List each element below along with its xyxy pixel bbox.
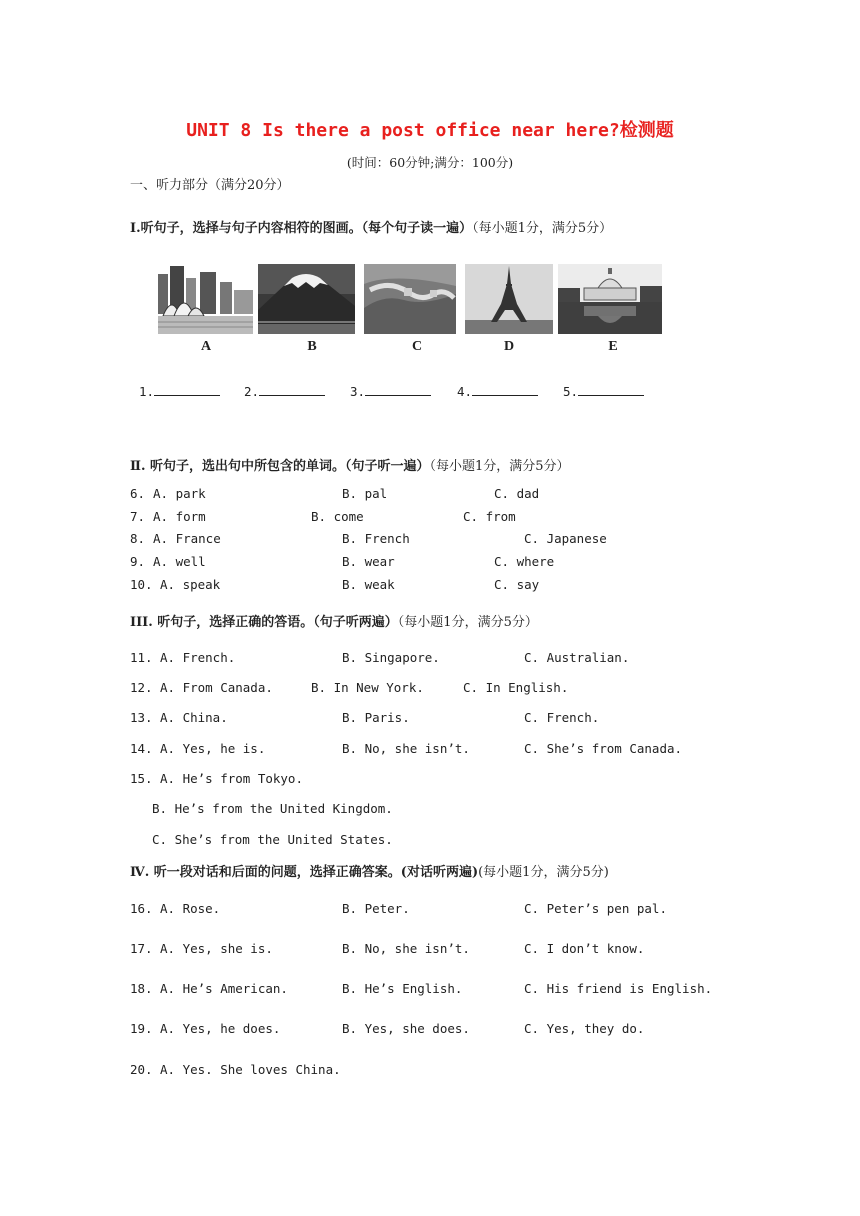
- option-a[interactable]: A. Yes, he is.: [160, 741, 266, 756]
- option-b[interactable]: B. Paris.: [342, 710, 410, 725]
- option-b[interactable]: B. weak: [342, 577, 395, 592]
- picture-label-c: C: [411, 339, 423, 354]
- great-wall-icon: [364, 264, 456, 334]
- option-a[interactable]: A. French.: [160, 650, 236, 665]
- part4-scoring: (每小题1分，满分5分): [478, 865, 609, 880]
- option-a[interactable]: A. Yes, she is.: [160, 941, 273, 956]
- option-c[interactable]: C. She’s from Canada.: [524, 741, 683, 756]
- picture-label-d: D: [503, 339, 515, 354]
- option-c[interactable]: C. His friend is English.: [524, 981, 713, 996]
- answer-blank[interactable]: 2.: [244, 383, 325, 399]
- option-b[interactable]: B. No, she isn’t.: [342, 941, 470, 956]
- option-b[interactable]: B. French: [342, 531, 410, 546]
- picture-label-e: E: [608, 339, 618, 354]
- option-b[interactable]: B. Singapore.: [342, 650, 440, 665]
- option-a[interactable]: A. He’s American.: [160, 981, 288, 996]
- part3-heading: [130, 611, 538, 630]
- part2-scoring: （每小题1分，满分5分）: [429, 459, 570, 474]
- option-a[interactable]: A. form: [153, 509, 206, 524]
- option-c[interactable]: C. I don’t know.: [524, 941, 645, 956]
- part1-heading: [130, 217, 612, 236]
- option-c[interactable]: C. Australian.: [524, 650, 630, 665]
- option-c[interactable]: C. Yes, they do.: [524, 1021, 645, 1036]
- picture-label-a: A: [200, 339, 212, 354]
- part3-scoring: （每小题1分，满分5分）: [397, 615, 538, 630]
- part1-instruction: Ⅰ.听句子，选择与句子内容相符的图画。（每个句子读一遍）: [130, 221, 473, 236]
- answer-blank[interactable]: 5.: [563, 383, 644, 399]
- answer-blank[interactable]: 1.: [139, 383, 220, 399]
- option-b[interactable]: B. pal: [342, 486, 388, 501]
- page-title: UNIT 8 Is there a post office near here?检测题: [186, 120, 674, 141]
- option-a[interactable]: A. China.: [160, 710, 228, 725]
- option-b[interactable]: B. In New York.: [311, 680, 424, 695]
- option-b[interactable]: B. wear: [342, 554, 395, 569]
- part1-scoring: （每小题1分，满分5分）: [472, 221, 613, 236]
- mount-fuji-icon: [258, 264, 355, 334]
- option-c[interactable]: C. She’s from the United States.: [152, 832, 393, 847]
- sydney-opera-house-icon: [158, 264, 253, 334]
- option-a[interactable]: A. Rose.: [160, 901, 221, 916]
- option-a[interactable]: A. well: [153, 554, 206, 569]
- option-a[interactable]: A. park: [153, 486, 206, 501]
- option-c[interactable]: C. say: [494, 577, 540, 592]
- picture-label-b: B: [307, 339, 317, 354]
- option-a[interactable]: A. Yes. She loves China.: [160, 1062, 341, 1077]
- option-b[interactable]: B. Peter.: [342, 901, 410, 916]
- option-a[interactable]: A. Yes, he does.: [160, 1021, 281, 1036]
- option-b[interactable]: B. Yes, she does.: [342, 1021, 470, 1036]
- us-capitol-icon: [558, 264, 662, 334]
- option-b[interactable]: B. come: [311, 509, 364, 524]
- part4-heading: [130, 861, 609, 880]
- part4-instruction: Ⅳ. 听一段对话和后面的问题，选择正确答案。(对话听两遍): [130, 865, 479, 880]
- part3-instruction: III. 听句子，选择正确的答语。（句子听两遍）: [130, 615, 398, 630]
- part2-heading: [130, 455, 570, 474]
- option-b[interactable]: B. He’s from the United Kingdom.: [152, 801, 393, 816]
- option-b[interactable]: B. No, she isn’t.: [342, 741, 470, 756]
- eiffel-tower-icon: [465, 264, 553, 334]
- section-listening-heading: 一、听力部分（满分20分）: [130, 178, 290, 193]
- option-c[interactable]: C. where: [494, 554, 555, 569]
- option-b[interactable]: B. He’s English.: [342, 981, 463, 996]
- option-a[interactable]: A. From Canada.: [160, 680, 273, 695]
- option-a[interactable]: A. He’s from Tokyo.: [160, 771, 303, 786]
- option-c[interactable]: C. Peter’s pen pal.: [524, 901, 667, 916]
- option-c[interactable]: C. from: [463, 509, 516, 524]
- option-c[interactable]: C. In English.: [463, 680, 569, 695]
- option-c[interactable]: C. Japanese: [524, 531, 607, 546]
- option-a[interactable]: A. France: [153, 531, 221, 546]
- exam-info: (时间：60分钟;满分：100分): [346, 155, 514, 170]
- worksheet-page: UNIT 8 Is there a post office near here?检测题 (时间：60分钟;满分：100分) 一、听力部分（满分20分） Ⅰ.听句子，选择与句子内容相符的图画。（每个句子读一遍）（每小题1分，满分5分） A B C D E 1. 2. 3. 4. 5. Ⅱ. 听句子，选出句中所包含的单词。（句子听一遍）（每小题1分，满分5分） 6. A. park B. pal C. dad 7. A. form B. come C. from 8. A. France B. French C. Japanese 9. A. well B. wear C. where 10. A. speak B. weak C. say III. 听句子，选择正确的答语。（句子听两遍）（每小题1分，满分5分） 11. A. French. B. Singapore. C. Australian. 12. A. From Canada. B. In New York. C. In English. 13. A. China. B. Paris. C. French. 14. A. Yes, he is. B. No, she isn’t. C. She’s from Canada. 15. A. He’s from Tokyo. B. He’s from the United Kingdom. C. She’s from the United States. Ⅳ. 听一段对话和后面的问题，选择正确答案。(对话听两遍)(每小题1分，满分5分) 16. A. Rose. B. Peter. C. Peter’s pen pal. 17. A. Yes, she is. B. No, she isn’t. C. I don’t know. 18. A. He’s American. B. He’s English. C. His friend is English. 19. A. Yes, he does. B. Yes, she does. C. Yes, they do. 20. A. Yes. She loves China.: [0, 0, 860, 1216]
- answer-blank[interactable]: 4.: [457, 383, 538, 399]
- part2-instruction: Ⅱ. 听句子，选出句中所包含的单词。（句子听一遍）: [130, 459, 430, 474]
- option-a[interactable]: A. speak: [160, 577, 221, 592]
- option-c[interactable]: C. dad: [494, 486, 540, 501]
- answer-blank[interactable]: 3.: [350, 383, 431, 399]
- option-c[interactable]: C. French.: [524, 710, 600, 725]
